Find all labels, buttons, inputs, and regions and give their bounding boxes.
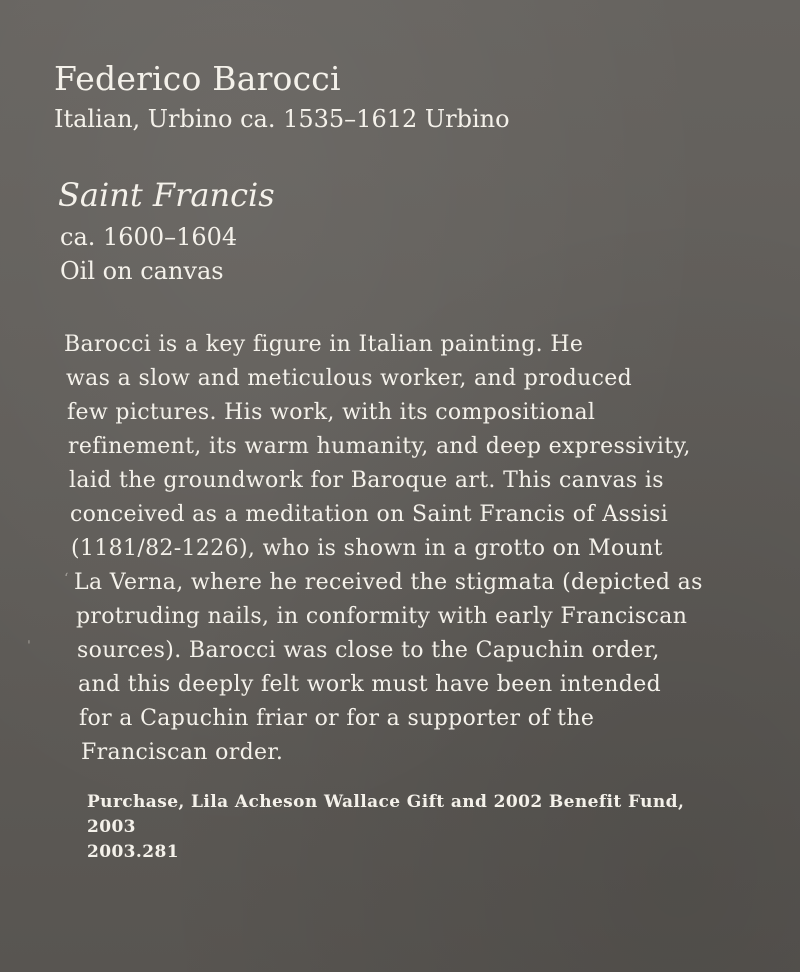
description-line: Franciscan order. [81,740,284,765]
description-line: for a Capuchin friar or for a supporter of the [79,706,595,731]
description-line: La Verna, where he received the stigmata (depicted as [74,570,703,595]
description-line: few pictures. His work, with its compositional [67,400,596,425]
artist-details: Italian, Urbino ca. 1535–1612 Urbino [54,105,510,133]
credit-line: Purchase, Lila Acheson Wallace Gift and 2002 Benefit Fund, [87,792,685,812]
description-line: refinement, its warm humanity, and deep expressivity, [68,434,691,459]
artist-name: Federico Barocci [54,59,341,98]
accession-number: 2003.281 [87,842,179,862]
description-paragraph [62,328,762,770]
description-line: conceived as a meditation on Saint Francis of Assisi [70,502,669,527]
description-line: protruding nails, in conformity with early Franciscan [76,604,688,629]
artwork-date: ca. 1600–1604 [60,223,238,251]
wall-scuff-mark: ʻ [64,571,69,587]
artwork-title: Saint Francis [58,176,275,214]
description-line: (1181/82-1226), who is shown in a grotto on Mount [71,536,663,561]
credit-year: 2003 [87,817,136,837]
credit-line-block [87,790,767,865]
description-line: Barocci is a key figure in Italian painting. He [64,332,584,357]
wall-scuff-mark: ˈ [27,639,31,655]
description-line: and this deeply felt work must have been intended [78,672,662,697]
artwork-medium: Oil on canvas [60,257,224,285]
description-line: was a slow and meticulous worker, and produced [66,366,633,391]
description-line: sources). Barocci was close to the Capuchin order, [77,638,660,663]
description-line: laid the groundwork for Baroque art. This canvas is [69,468,664,493]
